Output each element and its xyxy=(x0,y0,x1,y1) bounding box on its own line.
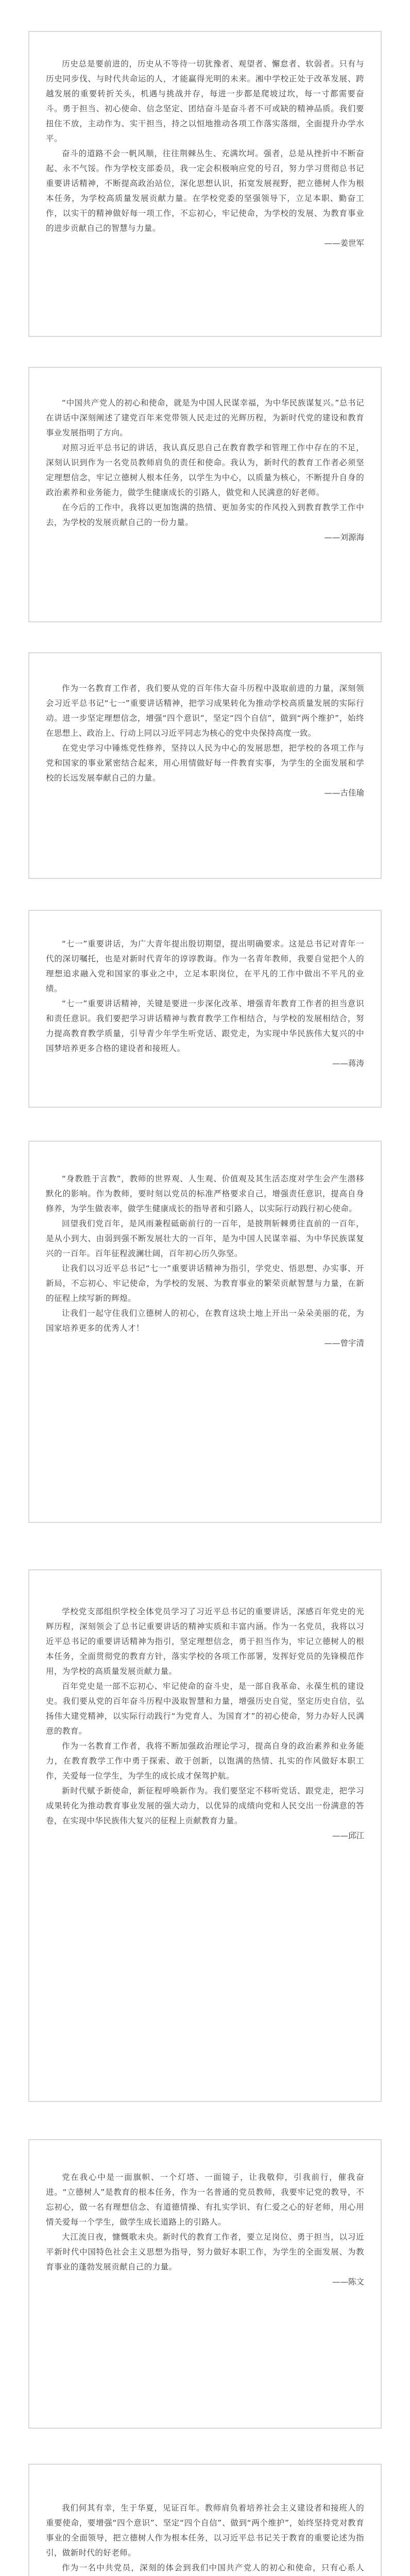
card-paragraph: 作为一名教育工作者，我们要从党的百年伟大奋斗历程中汲取前进的力量，深刻领会习近平总书记“七一”重要讲话精神，把学习成果转化为推动学校高质量发展的实际行动。进一步坚定理想信念，增强“四个意识”，坚定“四个自信”，做到“两个维护”，始终在思想上、政治上、行动上同以习近平同志为核心的党中央保持高度一致。 xyxy=(46,684,364,738)
reflection-card-1 xyxy=(28,31,382,337)
author-signature: ——曾宇清 xyxy=(324,1338,364,1348)
author-signature: ——姜世军 xyxy=(324,239,364,248)
author-signature: ——蒋涛 xyxy=(332,1059,364,1068)
card-paragraph: 在今后的工作中，我将以更加饱满的热情、更加务实的作风投入到教育教学工作中去，为学校的发展贡献自己的一份力量。 xyxy=(46,503,364,527)
card-paragraph: “七一”重要讲话精神，关键是要进一步深化改革、增强青年教育工作者的担当意识和责任意识。我们要把学习讲话精神与教育教学工作相结合，与学校的发展相结合，努力提高教育教学质量，引导青少年学生听党话、跟党走，为实现中华民族伟大复兴的中国梦培养更多合格的建设者和接班人。 xyxy=(46,999,364,1053)
card-paragraph: 我们何其有幸，生于华夏，见证百年。教师肩负着培养社会主义建设者和接班人的重要使命，要增强“四个意识”、坚定“四个自信”、做到“两个维护”，始终坚持党对教育事业的全面领导，把立德树人作为根本任务，以习近平总书记关于教育的重要论述为指引，做新时代的好老师。 xyxy=(46,2503,364,2557)
card-paragraph: 让我们以习近平总书记“七一”重要讲话精神为指引，学党史、悟思想、办实事、开新局，不忘初心、牢记使命，为学校的发展、为教育事业的繁荣贡献智慧与力量，在新的征程上续写新的辉煌。 xyxy=(46,1264,364,1303)
card-paragraph: 学校党支部组织学校全体党员学习了习近平总书记的重要讲话，深感百年党史的光辉历程，深刻领会了总书记重要讲话的精神实质和丰富内涵。作为一名党员，我将以习近平总书记的重要讲话精神为指引，坚定理想信念，勇于担当作为，牢记立德树人的根本任务，全面贯彻党的教育方针，落实学校的各项工作部署，发挥好党员的先锋模范作用，为学校的高质量发展贡献力量。 xyxy=(46,1607,364,1676)
author-signature: ——古佳瑜 xyxy=(324,788,364,798)
card-paragraph: 在党史学习中锤炼党性修养，坚持以人民为中心的发展思想，把学校的各项工作与党和国家的事业紧密结合起来，用心用情做好每一件教育实事，为学生的全面发展和学校的长远发展奉献自己的力量。 xyxy=(46,743,364,783)
card-paragraph: 对照习近平总书记的讲话，我认真反思自己在教育教学和管理工作中存在的不足，深刻认识到作为一名党员教师肩负的责任和使命。我认为，新时代的教育工作者必须坚定理想信念，牢记立德树人根本任务，以学生为中心，以质量为核心，不断提升自身的政治素养和业务能力，做学生健康成长的引路人，做党和人民满意的好老师。 xyxy=(46,443,364,497)
author-signature: ——邱江 xyxy=(332,1831,364,1840)
card-paragraph: “七一”重要讲话，为广大青年提出殷切期望，提出明确要求。这是总书记对青年一代的深切嘱托，也是对新时代青年的谆谆教诲。作为一名青年教师，我要自觉把个人的理想追求融入党和国家的事业之中，立足本职岗位，在平凡的工作中做出不平凡的业绩。 xyxy=(46,939,364,993)
card-paragraph: 大江流日夜，慷慨歌未央。新时代的教育工作者，要立足岗位、勇于担当，以习近平新时代中国特色社会主义思想为指导，努力做好本职工作，为学生的全面发展、为教育事业的蓬勃发展贡献自己的力量。 xyxy=(46,2232,364,2272)
reflection-card-3 xyxy=(28,652,382,879)
card-paragraph: 回望我们党百年，是风雨兼程砥砺前行的一百年，是披荆斩棘勇往直前的一百年，是从小到大、由弱到强不断发展壮大的一百年，是为中国人民谋幸福、为中华民族谋复兴的一百年。百年征程波澜壮阔，百年初心历久弥坚。 xyxy=(46,1219,364,1258)
reflection-card-7 xyxy=(28,2139,382,2429)
reflection-card-2 xyxy=(28,367,382,622)
card-paragraph: 作为一名中共党员，深刻的体会到我们中国共产党人的初心和使命，只有心系人 xyxy=(62,2563,364,2572)
reflection-card-5 xyxy=(28,1141,382,1523)
card-paragraph: 百年党史是一部不忘初心、牢记使命的奋斗史，是一部自我革命、永葆生机的建设史。我们要从党的百年奋斗历程中汲取智慧和力量，增强历史自觉，坚定历史自信，弘扬伟大建党精神，以实际行动践行“为党育人、为国育才”的初心使命，努力办好人民满意的教育。 xyxy=(46,1682,364,1736)
card-paragraph: 党在我心中是一面旗帜、一个灯塔、一面镜子，让我敬仰，引我前行，催我奋进。“立德树人”是教育的根本任务，作为一名普通的党员教师，我要牢记党的教导，不忘初心，做一名有理想信念、有道德情操、有扎实学识、有仁爱之心的好老师，用心用情关爱每一个学生，做学生成长道路上的引路人。 xyxy=(46,2173,364,2227)
card-paragraph: 历史总是要前进的，历史从不等待一切犹豫者、观望者、懈怠者、软弱者。只有与历史同步伐、与时代共命运的人，才能赢得光明的未来。湘中学校正处于改革发展、跨越发展的重要转折关头，机遇与挑战并存，每进一步都是爬坡过坎，每一寸都需要奋斗。勇于担当、初心使命、信念坚定、团结奋斗是奋斗者不可或缺的精神品质。我们要扭住不放，主动作为、实干担当，持之以恒地推动各项工作落实落细，全面提升办学水平。 xyxy=(46,59,364,143)
author-signature: ——刘源海 xyxy=(324,533,364,542)
author-signature: ——陈文 xyxy=(332,2277,364,2286)
card-paragraph: 新时代赋予新使命，新征程呼唤新作为。我们要坚定不移听党话、跟党走，把学习成果转化为推动教育事业发展的强大动力，以优异的成绩向党和人民交出一份满意的答卷，在实现中华民族伟大复兴的征程上贡献教育力量。 xyxy=(46,1786,364,1825)
card-paragraph: 作为一名教育工作者，我将不断加强政治理论学习，提高自身的政治素养和业务能力，在教育教学工作中勇于探索、敢于创新，以饱满的热情、扎实的作风做好本职工作，关爱每一位学生，为学生的成长成才保驾护航。 xyxy=(46,1741,364,1781)
card-paragraph: “身教胜于言教”，教师的世界观、人生观、价值观及其生活态度对学生会产生潜移默化的影响。作为教师，要时刻以党员的标准严格要求自己，增强责任意识，提高自身修养，为学生做表率，做学生健康成长的指导者和引路人，以实际行动践行初心使命。 xyxy=(46,1174,364,1213)
reflection-card-8 xyxy=(28,2464,382,2576)
reflection-card-6 xyxy=(28,1569,382,2102)
card-paragraph: 奋斗的道路不会一帆风顺，往往荆棘丛生、充满坎坷。强者，总是从挫折中不断奋起、永不气馁。作为学校支部委员，我一定会积极响应党的号召，努力学习贯彻总书记重要讲话精神，不断提高政治站位，深化思想认识，拓宽发展视野，把立德树人作为根本任务，为学校高质量发展贡献力量。在学校党委的坚强领导下，立足本职、勤奋工作，以实干的精神做好每一项工作，不忘初心，牢记使命，为学校的发展、为教育事业的进步贡献自己的智慧与力量。 xyxy=(46,149,364,233)
card-paragraph: 让我们一起守住我们立德树人的初心，在教育这块土地上开出一朵朵美丽的花，为国家培养更多的优秀人才！ xyxy=(46,1309,364,1333)
reflection-card-4 xyxy=(28,910,382,1108)
card-paragraph: “中国共产党人的初心和使命，就是为中国人民谋幸福，为中华民族谋复兴。”总书记在讲话中深刻阐述了建党百年来党带领人民走过的光辉历程，为新时代党的建设和教育事业发展指明了方向。 xyxy=(46,398,364,437)
